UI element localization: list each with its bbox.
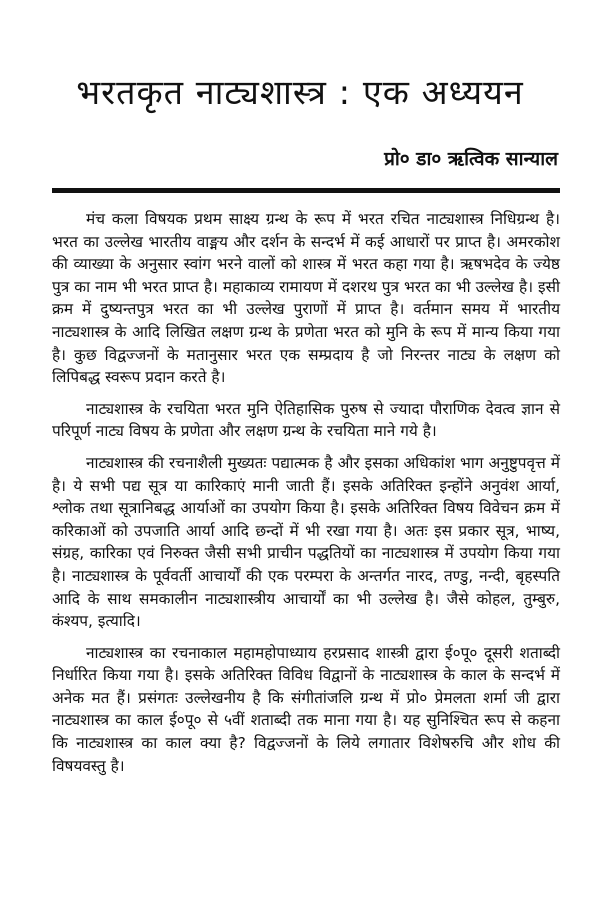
article-body [52,208,560,786]
author-byline: प्रो० डा० ऋत्विक सान्याल [384,148,558,170]
paragraph: नाट्यशास्त्र का रचनाकाल महामहोपाध्याय हरप्रसाद शास्त्री द्वारा ई०पू० दूसरी शताब्दी निर्धारित किया गया है। इसके अतिरिक्त विविध विद्वानों के नाट्यशास्त्र के काल के सन्दर्भ में अनेक मत हैं। प्रसंगतः उल्लेखनीय है कि संगीतांजलि ग्रन्थ में प्रो० प्रेमलता शर्मा जी द्वारा नाट्यशास्त्र का काल ई०पू० से ५वीं शताब्दी तक माना गया है। यह सुनिश्चित रूप से कहना कि नाट्यशास्त्र का काल क्या है? विद्वज्जनों के लिये लगातार विशेषरुचि और शोध की विषयवस्तु है। [52,643,560,775]
page-title: भरतकृत नाट्यशास्त्र : एक अध्ययन [76,73,524,113]
title-divider [52,188,560,193]
paragraph: नाट्यशास्त्र के रचयिता भरत मुनि ऐतिहासिक पुरुष से ज्यादा पौराणिक देवत्व ज्ञान से परिपूर्ण नाट्य विषय के प्रणेता और लक्षण ग्रन्थ के रचयिता माने गये है। [52,399,560,441]
paragraph: मंच कला विषयक प्रथम साक्ष्य ग्रन्थ के रूप में भरत रचित नाट्यशास्त्र निधिग्रन्थ है। भरत का उल्लेख भारतीय वाङ्मय और दर्शन के सन्दर्भ में कई आधारों पर प्राप्त है। अमरकोश की व्याख्या के अनुसार स्वांग भरने वालों को शास्त्र में भरत कहा गया है। ऋषभदेव के ज्येष्ठ पुत्र का नाम भी भरत प्राप्त है। महाकाव्य रामायण में दशरथ पुत्र भरत का भी उल्लेख है। इसी क्रम में दुष्यन्तपुत्र भरत का भी उल्लेख पुराणों में प्राप्त है। वर्तमान समय में भारतीय नाट्यशास्त्र के आदि लिखित लक्षण ग्रन्थ के प्रणेता भरत को मुनि के रूप में मान्य किया गया है। कुछ विद्वज्जनों के मतानुसार भरत एक सम्प्रदाय है जो निरन्तर नाट्य के लक्षण को लिपिबद्ध स्वरूप प्रदान करते है। [52,210,560,387]
paragraph: नाट्यशास्त्र की रचनाशैली मुख्यतः पद्यात्मक है और इसका अधिकांश भाग अनुष्टुपवृत्त में है। ये सभी पद्य सूत्र या कारिकाएं मानी जाती हैं। इसके अतिरिक्त इन्होंने अनुवंश आर्या, श्लोक तथा सूत्रानिबद्ध आर्याओं का उपयोग किया है। इसके अतिरिक्त विषय विवेचन क्रम में करिकाओं को उपजाति आर्या आदि छन्दों में भी रखा गया है। अतः इस प्रकार सूत्र, भाष्य, संग्रह, कारिका एवं निरुक्त जैसी सभी प्राचीन पद्धतियों का नाट्यशास्त्र में उपयोग किया गया है। नाट्यशास्त्र के पूर्ववर्ती आचार्यों की एक परम्परा के अन्तर्गत नारद, तण्डु, नन्दी, बृहस्पति आदि के साथ समकालीन नाट्यशास्त्रीय आचार्यों का भी उल्लेख है। जैसे कोहल, तुम्बुरु, कंश्यप, इत्यादि। [52,453,560,631]
